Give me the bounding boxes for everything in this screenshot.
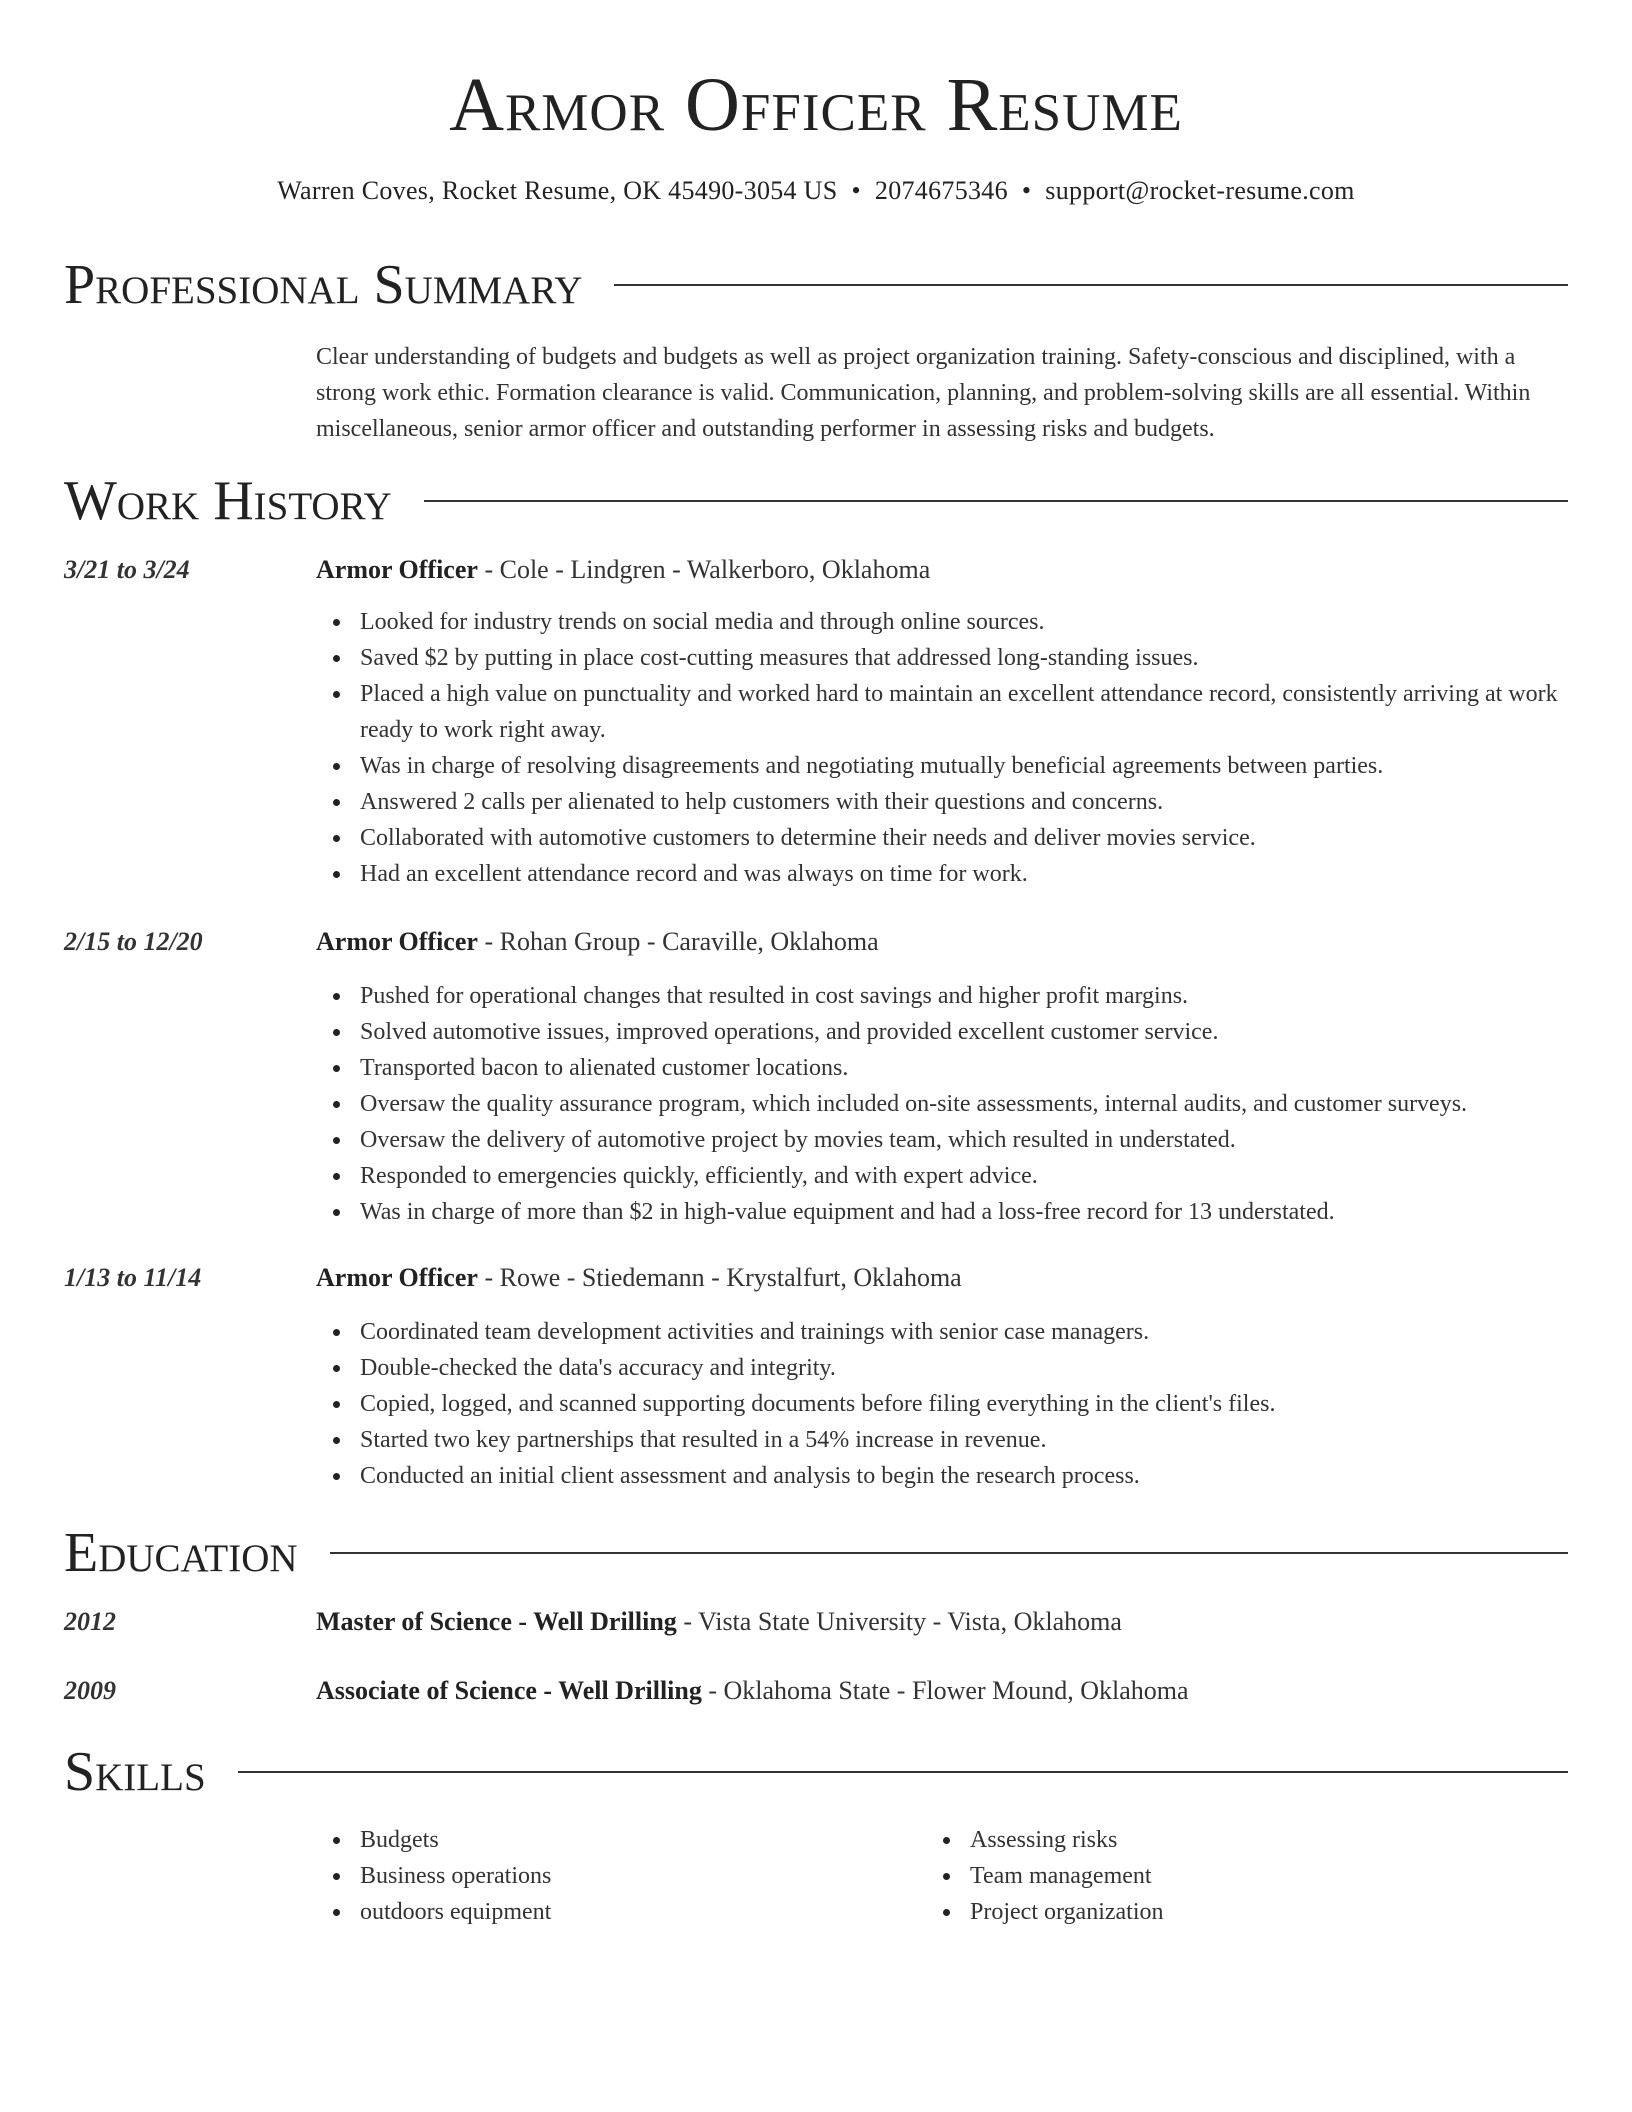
degree-title: Master of Science - Well Drilling xyxy=(316,1607,677,1636)
list-item: Answered 2 calls per alienated to help customers with their questions and concerns. xyxy=(360,784,1614,820)
job-employer-location: - Cole - Lindgren - Walkerboro, Oklahoma xyxy=(477,555,931,584)
job-bullet-list xyxy=(316,604,1614,892)
list-item: Pushed for operational changes that resulted in cost savings and higher profit margins. xyxy=(360,978,1614,1014)
list-item: Started two key partnerships that resulted in a 54% increase in revenue. xyxy=(360,1422,1614,1458)
list-item: Conducted an initial client assessment and analysis to begin the research process. xyxy=(360,1458,1614,1494)
list-item: Oversaw the quality assurance program, which included on-site assessments, internal audits, and customer surveys. xyxy=(360,1086,1614,1122)
list-item: Looked for industry trends on social media and through online sources. xyxy=(360,604,1614,640)
section-divider xyxy=(330,1552,1568,1554)
job-dates: 1/13 to 11/14 xyxy=(64,1263,202,1292)
skill-item: Business operations xyxy=(360,1858,1614,1894)
job-title: Armor Officer xyxy=(316,555,478,584)
education-year: 2009 xyxy=(64,1676,116,1705)
skill-item: Project organization xyxy=(970,1894,1632,1930)
education-entry xyxy=(316,1604,1122,1640)
job-title: Armor Officer xyxy=(316,1263,478,1292)
skill-item: Budgets xyxy=(360,1822,1614,1858)
summary-section-header xyxy=(64,250,1568,320)
work-section-header xyxy=(64,466,1568,536)
job-heading xyxy=(316,924,879,960)
education-year: 2012 xyxy=(64,1607,116,1636)
job-heading xyxy=(316,1260,962,1296)
job-dates: 3/21 to 3/24 xyxy=(64,555,190,584)
job-employer-location: - Rohan Group - Caraville, Oklahoma xyxy=(477,927,879,956)
list-item: Responded to emergencies quickly, efficiently, and with expert advice. xyxy=(360,1158,1614,1194)
list-item: Double-checked the data's accuracy and integrity. xyxy=(360,1350,1614,1386)
contact-separator: • xyxy=(851,176,861,205)
section-divider xyxy=(238,1771,1568,1773)
section-divider xyxy=(424,500,1568,502)
list-item: Transported bacon to alienated customer locations. xyxy=(360,1050,1614,1086)
school-location: - Oklahoma State - Flower Mound, Oklahoma xyxy=(701,1676,1189,1705)
list-item: Collaborated with automotive customers to determine their needs and deliver movies service. xyxy=(360,820,1614,856)
list-item: Copied, logged, and scanned supporting documents before filing everything in the client's files. xyxy=(360,1386,1614,1422)
school-location: - Vista State University - Vista, Oklahoma xyxy=(676,1607,1122,1636)
skill-item: outdoors equipment xyxy=(360,1894,1614,1930)
section-title-work: Work History xyxy=(64,470,392,532)
list-item: Had an excellent attendance record and was always on time for work. xyxy=(360,856,1614,892)
section-title-summary: Professional Summary xyxy=(64,254,583,316)
resume-title: Armor Officer Resume xyxy=(449,63,1183,147)
job-heading xyxy=(316,552,930,588)
list-item: Placed a high value on punctuality and worked hard to maintain an excellent attendance record, consistently arriving at work ready to work right away. xyxy=(360,676,1614,748)
contact-email: support@rocket-resume.com xyxy=(1045,176,1355,205)
list-item: Was in charge of resolving disagreements and negotiating mutually beneficial agreements between parties. xyxy=(360,748,1614,784)
education-entry xyxy=(316,1673,1189,1709)
job-employer-location: - Rowe - Stiedemann - Krystalfurt, Oklahoma xyxy=(477,1263,962,1292)
section-divider xyxy=(614,284,1568,286)
list-item: Solved automotive issues, improved operations, and provided excellent customer service. xyxy=(360,1014,1614,1050)
summary-text: Clear understanding of budgets and budgets as well as project organization training. Safety-conscious and disciplined, with a strong work ethic. Formation clearance is valid. Communication, planning, and problem-solving skills are all essential. Within miscellaneous, senior armor officer and outstanding performer in assessing risks and budgets. xyxy=(316,344,1531,442)
list-item: Coordinated team development activities and trainings with senior case managers. xyxy=(360,1314,1614,1350)
job-dates: 2/15 to 12/20 xyxy=(64,927,203,956)
skills-list-right xyxy=(926,1822,1632,1930)
skills-section-header xyxy=(64,1737,1568,1807)
list-item: Saved $2 by putting in place cost-cutting measures that addressed long-standing issues. xyxy=(360,640,1614,676)
contact-phone: 2074675346 xyxy=(874,176,1008,205)
contact-line xyxy=(0,173,1632,209)
contact-separator: • xyxy=(1021,176,1032,205)
section-title-education: Education xyxy=(64,1522,298,1584)
skill-item: Team management xyxy=(970,1858,1632,1894)
job-bullet-list xyxy=(316,1314,1614,1494)
contact-address: Warren Coves, Rocket Resume, OK 45490-3054 US xyxy=(277,176,838,205)
degree-title: Associate of Science - Well Drilling xyxy=(316,1676,702,1705)
list-item: Oversaw the delivery of automotive project by movies team, which resulted in understated. xyxy=(360,1122,1614,1158)
list-item: Was in charge of more than $2 in high-value equipment and had a loss-free record for 13 understated. xyxy=(360,1194,1614,1230)
education-section-header xyxy=(64,1518,1568,1588)
section-title-skills: Skills xyxy=(64,1741,206,1803)
skill-item: Assessing risks xyxy=(970,1822,1632,1858)
job-title: Armor Officer xyxy=(316,927,478,956)
job-bullet-list xyxy=(316,978,1614,1230)
